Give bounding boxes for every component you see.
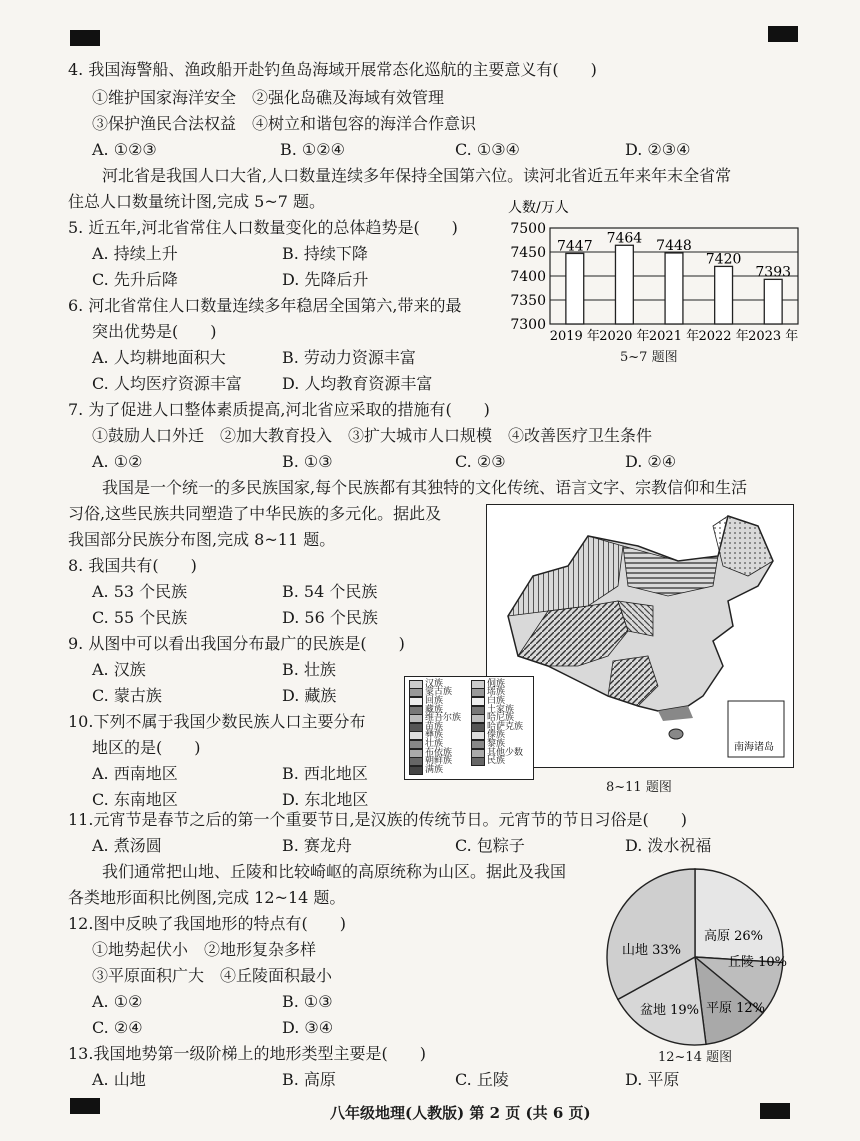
q8-stem: 8. 我国共有( ) bbox=[68, 556, 197, 575]
q7-option-a[interactable]: A. ①② bbox=[92, 452, 143, 471]
legend-label: 其他少数 bbox=[487, 747, 524, 758]
intro-8-11-line2: 习俗,这些民族共同塑造了中华民族的多元化。据此及 bbox=[68, 504, 442, 523]
q9-option-d[interactable]: D. 藏族 bbox=[282, 686, 337, 705]
legend-label: 民族 bbox=[487, 756, 506, 767]
registration-mark-top-left bbox=[70, 30, 100, 46]
chart-data-label: 7464 bbox=[606, 230, 643, 247]
chart-xtick-label: 2021 年 bbox=[648, 329, 700, 344]
q13-option-a[interactable]: A. 山地 bbox=[92, 1070, 146, 1089]
landform-pie-chart bbox=[600, 862, 790, 1052]
q9-option-a[interactable]: A. 汉族 bbox=[92, 660, 146, 679]
q9-option-b[interactable]: B. 壮族 bbox=[282, 660, 336, 679]
q12-option-a[interactable]: A. ①② bbox=[92, 992, 143, 1011]
q12-items-2: ③平原面积广大 ④丘陵面积最小 bbox=[92, 966, 333, 985]
legend-label: 白族 bbox=[487, 695, 506, 706]
q12-stem: 12.图中反映了我国地形的特点有( ) bbox=[68, 914, 346, 933]
q4-stem: 4. 我国海警船、渔政船开赴钓鱼岛海域开展常态化巡航的主要意义有( ) bbox=[68, 60, 597, 79]
chart-xtick-label: 2023 年 bbox=[748, 329, 799, 344]
q4-option-d[interactable]: D. ②③④ bbox=[625, 140, 691, 159]
q10-stem-1: 10.下列不属于我国少数民族人口主要分布 bbox=[68, 712, 366, 731]
intro-12-14-line2: 各类地形面积比例图,完成 12~14 题。 bbox=[68, 888, 346, 907]
q12-items-1: ①地势起伏小 ②地形复杂多样 bbox=[92, 940, 317, 959]
map-inset-label: 南海诸岛 bbox=[734, 742, 774, 753]
map-legend bbox=[404, 676, 534, 780]
q10-option-b[interactable]: B. 西北地区 bbox=[282, 764, 368, 783]
legend-label: 傣族 bbox=[487, 730, 506, 741]
chart-bar bbox=[615, 245, 633, 324]
q6-option-a[interactable]: A. 人均耕地面积大 bbox=[92, 348, 226, 367]
intro-5-7-line1: 河北省是我国人口大省,人口数量连续多年保持全国第六位。读河北省近五年来年末全省常 bbox=[102, 166, 732, 185]
q8-option-a[interactable]: A. 53 个民族 bbox=[92, 582, 188, 601]
pie-slice-label: 平原 12% bbox=[706, 1001, 766, 1016]
pie-caption: 12~14 题图 bbox=[658, 1050, 733, 1065]
legend-label: 哈尼族 bbox=[487, 713, 515, 724]
q6-option-d[interactable]: D. 人均教育资源丰富 bbox=[282, 374, 433, 393]
q8-option-d[interactable]: D. 56 个民族 bbox=[282, 608, 378, 627]
q13-option-c[interactable]: C. 丘陵 bbox=[455, 1070, 509, 1089]
q7-items: ①鼓励人口外迁 ②加大教育投入 ③扩大城市人口规模 ④改善医疗卫生条件 bbox=[92, 426, 653, 445]
legend-label: 瑶族 bbox=[487, 687, 506, 698]
q11-option-b[interactable]: B. 赛龙舟 bbox=[282, 836, 352, 855]
chart-caption: 5~7 题图 bbox=[620, 350, 678, 365]
q4-option-b[interactable]: B. ①②④ bbox=[280, 140, 345, 159]
registration-mark-bottom-right bbox=[760, 1103, 790, 1119]
chart-ylabel: 人数/万人 bbox=[508, 200, 569, 216]
chart-bar bbox=[715, 266, 733, 324]
chart-ytick-label: 7450 bbox=[510, 245, 546, 261]
pie-slice-label: 高原 26% bbox=[704, 929, 764, 944]
q4-option-c[interactable]: C. ①③④ bbox=[455, 140, 520, 159]
legend-label: 土家族 bbox=[487, 704, 515, 715]
legend-item bbox=[409, 766, 461, 775]
q11-option-a[interactable]: A. 煮汤圆 bbox=[92, 836, 162, 855]
q13-stem: 13.我国地势第一级阶梯上的地形类型主要是( ) bbox=[68, 1044, 426, 1063]
pie-slice-label: 山地 33% bbox=[622, 943, 682, 958]
pie-slice bbox=[695, 869, 783, 963]
q13-option-d[interactable]: D. 平原 bbox=[625, 1070, 680, 1089]
chart-ytick-label: 7350 bbox=[510, 293, 546, 309]
q12-option-b[interactable]: B. ①③ bbox=[282, 992, 333, 1011]
q4-option-a[interactable]: A. ①②③ bbox=[92, 140, 157, 159]
map-caption: 8~11 题图 bbox=[606, 780, 672, 795]
chart-data-label: 7448 bbox=[656, 237, 692, 254]
q7-option-b[interactable]: B. ①③ bbox=[282, 452, 333, 471]
legend-label: 朝鲜族 bbox=[425, 756, 453, 767]
legend-column-2 bbox=[471, 680, 523, 766]
legend-label: 壮族 bbox=[425, 738, 444, 749]
q10-option-c[interactable]: C. 东南地区 bbox=[92, 790, 178, 809]
q8-option-b[interactable]: B. 54 个民族 bbox=[282, 582, 378, 601]
legend-label: 苗族 bbox=[425, 721, 444, 732]
q12-option-c[interactable]: C. ②④ bbox=[92, 1018, 143, 1037]
q7-option-c[interactable]: C. ②③ bbox=[455, 452, 506, 471]
q6-option-c[interactable]: C. 人均医疗资源丰富 bbox=[92, 374, 242, 393]
legend-label: 藏族 bbox=[425, 704, 444, 715]
q6-stem-2: 突出优势是( ) bbox=[92, 322, 217, 341]
q10-stem-2: 地区的是( ) bbox=[92, 738, 201, 757]
q11-option-c[interactable]: C. 包粽子 bbox=[455, 836, 525, 855]
legend-label: 侗族 bbox=[487, 678, 506, 689]
registration-mark-bottom-left bbox=[70, 1098, 100, 1114]
chart-bar bbox=[764, 279, 782, 324]
q10-option-d[interactable]: D. 东北地区 bbox=[282, 790, 369, 809]
intro-12-14-line1: 我们通常把山地、丘陵和比较崎岖的高原统称为山区。据此及我国 bbox=[102, 862, 567, 881]
chart-data-label: 7420 bbox=[705, 251, 742, 268]
chart-bar bbox=[665, 253, 683, 324]
chart-xtick-label: 2019 年 bbox=[549, 329, 600, 344]
q10-option-a[interactable]: A. 西南地区 bbox=[92, 764, 178, 783]
legend-label: 布依族 bbox=[425, 747, 453, 758]
q11-stem: 11.元宵节是春节之后的第一个重要节日,是汉族的传统节日。元宵节的节日习俗是( ) bbox=[68, 810, 688, 829]
q13-option-b[interactable]: B. 高原 bbox=[282, 1070, 336, 1089]
chart-ytick-label: 7300 bbox=[510, 317, 546, 333]
q9-option-c[interactable]: C. 蒙古族 bbox=[92, 686, 162, 705]
legend-label: 维吾尔族 bbox=[425, 713, 462, 724]
pie-slice-label: 丘陵 10% bbox=[728, 955, 788, 970]
legend-label: 蒙古族 bbox=[425, 687, 453, 698]
q5-option-a[interactable]: A. 持续上升 bbox=[92, 244, 178, 263]
q5-stem: 5. 近五年,河北省常住人口数量变化的总体趋势是( ) bbox=[68, 218, 458, 237]
q7-stem: 7. 为了促进人口整体素质提高,河北省应采取的措施有( ) bbox=[68, 400, 490, 419]
q5-option-c[interactable]: C. 先升后降 bbox=[92, 270, 178, 289]
chart-data-label: 7393 bbox=[755, 264, 792, 281]
legend-label: 回族 bbox=[425, 695, 444, 706]
population-bar-chart bbox=[500, 196, 800, 366]
legend-label: 黎族 bbox=[487, 738, 506, 749]
registration-mark-top-right bbox=[768, 26, 798, 42]
q4-items-2: ③保护渔民合法权益 ④树立和谐包容的海洋合作意识 bbox=[92, 114, 477, 133]
q11-option-d[interactable]: D. 泼水祝福 bbox=[625, 836, 712, 855]
legend-label: 哈萨克族 bbox=[487, 721, 524, 732]
intro-8-11-line1: 我国是一个统一的多民族国家,每个民族都有其独特的文化传统、语言文字、宗教信仰和生活 bbox=[102, 478, 748, 497]
intro-8-11-line3: 我国部分民族分布图,完成 8~11 题。 bbox=[68, 530, 336, 549]
legend-swatch bbox=[471, 757, 485, 766]
legend-swatch bbox=[409, 766, 423, 775]
chart-ytick-label: 7400 bbox=[510, 269, 546, 285]
chart-xtick-label: 2022 年 bbox=[698, 329, 749, 344]
legend-label: 汉族 bbox=[425, 678, 444, 689]
chart-xtick-label: 2020 年 bbox=[599, 329, 650, 344]
q8-option-c[interactable]: C. 55 个民族 bbox=[92, 608, 188, 627]
legend-column-1 bbox=[409, 680, 461, 775]
q5-option-b[interactable]: B. 持续下降 bbox=[282, 244, 368, 263]
q7-option-d[interactable]: D. ②④ bbox=[625, 452, 677, 471]
legend-item bbox=[471, 757, 523, 766]
chart-ytick-label: 7500 bbox=[510, 221, 546, 237]
chart-bar bbox=[566, 253, 584, 324]
q6-option-b[interactable]: B. 劳动力资源丰富 bbox=[282, 348, 416, 367]
chart-data-label: 7447 bbox=[556, 238, 593, 255]
intro-5-7-line2: 住总人口数量统计图,完成 5~7 题。 bbox=[68, 192, 326, 211]
q9-stem: 9. 从图中可以看出我国分布最广的民族是( ) bbox=[68, 634, 405, 653]
q4-items-1: ①维护国家海洋安全 ②强化岛礁及海域有效管理 bbox=[92, 88, 445, 107]
q12-option-d[interactable]: D. ③④ bbox=[282, 1018, 334, 1037]
pie-slice-label: 盆地 19% bbox=[640, 1003, 700, 1018]
legend-label: 彝族 bbox=[425, 730, 444, 741]
legend-label: 满族 bbox=[425, 764, 444, 775]
q5-option-d[interactable]: D. 先降后升 bbox=[282, 270, 369, 289]
q6-stem-1: 6. 河北省常住人口数量连续多年稳居全国第六,带来的最 bbox=[68, 296, 462, 315]
page-footer: 八年级地理(人教版) 第 2 页 (共 6 页) bbox=[330, 1104, 591, 1122]
